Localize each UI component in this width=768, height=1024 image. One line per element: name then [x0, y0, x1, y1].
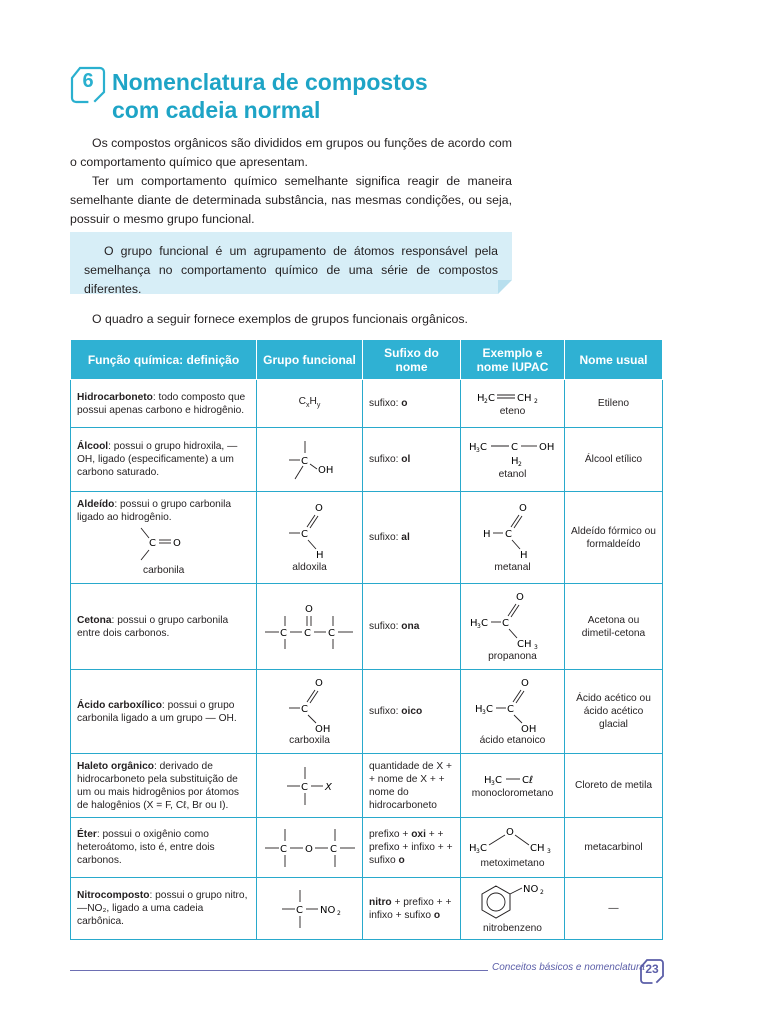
- example-cell: [461, 670, 565, 754]
- svg-text:H: H: [482, 529, 491, 540]
- group-formula: $C_xH_y$: [298, 395, 321, 410]
- svg-text:H: H: [469, 843, 477, 854]
- intro-paragraph-1: Os compostos orgânicos são divididos em grupos ou funções de acordo com o comportamento químico que apresentam.: [70, 136, 512, 169]
- header-cell: Sufixo do nome: [363, 340, 461, 380]
- suffix-cell: sufixo: al: [363, 492, 461, 584]
- svg-text:O: O: [518, 503, 527, 514]
- suffix-cell: sufixo: oico: [363, 670, 461, 754]
- definition-callout: [70, 232, 512, 294]
- svg-text:C: C: [480, 442, 487, 453]
- svg-text:C: C: [480, 843, 487, 854]
- table-row: [71, 670, 663, 754]
- ether-group-structure: [263, 825, 357, 871]
- svg-text:3: 3: [476, 447, 480, 454]
- example-name: metanal: [494, 562, 531, 573]
- svg-text:CH: CH: [516, 639, 532, 650]
- table-row: [71, 584, 663, 670]
- example-name: propanona: [488, 651, 537, 662]
- svg-text:X: X: [324, 781, 332, 793]
- svg-text:C: C: [295, 904, 303, 916]
- aldoxyl-group-structure: [275, 501, 345, 561]
- usual-name-cell: Cloreto de metila: [565, 754, 663, 818]
- svg-text:C: C: [494, 775, 502, 786]
- svg-text:OH: OH: [539, 442, 555, 453]
- usual-name-cell: metacarbinol: [565, 818, 663, 878]
- methanal-structure: [473, 501, 553, 561]
- group-caption: carboxila: [289, 735, 330, 746]
- usual-name-cell: Álcool etílico: [565, 428, 663, 492]
- svg-text:NO: NO: [522, 884, 538, 895]
- example-cell: [461, 584, 565, 670]
- example-cell: [461, 754, 565, 818]
- svg-text:O: O: [173, 538, 181, 549]
- page-title: Nomenclatura de compostos com cadeia normal: [112, 69, 428, 123]
- suffix-cell: sufixo: ona: [363, 584, 461, 670]
- svg-text:C: C: [280, 627, 287, 639]
- svg-text:3: 3: [533, 644, 538, 650]
- svg-text:H: H: [474, 704, 483, 715]
- table-row: [71, 380, 663, 428]
- propanone-structure: [468, 590, 558, 650]
- svg-text:H: H: [469, 442, 477, 453]
- definition-cell: Ácido carboxílico: possui o grupo carbonila ligado a um grupo — OH.: [71, 670, 257, 754]
- callout-text: O grupo funcional é um agrupamento de átomos responsável pela semelhança no comportamento químico de uma série de compostos diferentes.: [84, 244, 498, 296]
- halide-group-structure: [275, 763, 345, 809]
- table-row: [71, 492, 663, 584]
- svg-text:O: O: [520, 678, 529, 689]
- suffix-cell: sufixo: o: [363, 380, 461, 428]
- svg-text:3: 3: [481, 709, 486, 716]
- usual-name-cell: Etileno: [565, 380, 663, 428]
- svg-text:O: O: [314, 503, 323, 514]
- example-name: monoclorometano: [471, 788, 554, 799]
- svg-text:H: H: [519, 550, 528, 561]
- suffix-cell: nitro + prefixo + + infixo + sufixo o: [363, 878, 461, 940]
- table-header-row: [71, 340, 663, 380]
- svg-text:O: O: [305, 843, 313, 855]
- definition-cell: Hidrocarboneto: todo composto que possui apenas carbono e hidrogênio.: [71, 380, 257, 428]
- svg-text:CH: CH: [516, 393, 532, 404]
- svg-text:H: H: [511, 456, 519, 467]
- svg-text:Cℓ: Cℓ: [521, 775, 533, 786]
- svg-text:H: H: [315, 550, 324, 561]
- group-cell: [257, 754, 363, 818]
- ketone-group-structure: [263, 602, 357, 652]
- definition-cell: Cetona: possui o grupo carbonila entre dois carbonos.: [71, 584, 257, 670]
- example-cell: [461, 818, 565, 878]
- definition-cell: Álcool: possui o grupo hidroxila, —OH, ligado (especificamente) a um carbono saturado.: [71, 428, 257, 492]
- svg-text:C: C: [480, 618, 488, 629]
- svg-text:2: 2: [518, 461, 522, 468]
- group-caption: aldoxila: [292, 562, 327, 573]
- table-row: [71, 818, 663, 878]
- definition-cell: Éter: possui o oxigênio como heteroátomo, isto é, entre dois carbonos.: [71, 818, 257, 878]
- header-cell: Exemplo e nome IUPAC: [461, 340, 565, 380]
- callout-fold: [498, 280, 512, 294]
- example-cell: [461, 428, 565, 492]
- nitro-group-structure: [270, 886, 350, 932]
- svg-text:C: C: [485, 704, 493, 715]
- usual-name-cell: —: [565, 878, 663, 940]
- suffix-cell: sufixo: ol: [363, 428, 461, 492]
- table-row: [71, 754, 663, 818]
- svg-text:C: C: [511, 442, 518, 453]
- example-cell: [461, 380, 565, 428]
- svg-text:C: C: [300, 704, 308, 715]
- group-cell: [257, 584, 363, 670]
- chloromethane-structure: [478, 771, 548, 787]
- svg-text:C: C: [487, 393, 495, 404]
- example-name: eteno: [499, 406, 526, 417]
- functional-groups-table: [70, 339, 663, 940]
- carbonyl-structure: [127, 524, 197, 564]
- example-cell: [461, 878, 565, 940]
- usual-name-cell: Aldeído fórmico ou formaldeído: [565, 492, 663, 584]
- svg-text:C: C: [300, 529, 308, 540]
- svg-text:C: C: [506, 704, 514, 715]
- svg-text:3: 3: [476, 848, 480, 855]
- page-number: 23: [645, 962, 659, 976]
- nitrobenzene-structure: [468, 882, 558, 922]
- definition-cell: Haleto orgânico: derivado de hidrocarboneto pela substituição de um ou mais hidrogênios por átomos de halogênios (X = F, Cℓ, Br ou I).: [71, 754, 257, 818]
- svg-text:CH: CH: [530, 843, 545, 854]
- svg-text:C: C: [149, 538, 156, 549]
- svg-text:C: C: [328, 627, 335, 639]
- table-row: [71, 428, 663, 492]
- svg-text:3: 3: [476, 623, 481, 630]
- definition-cell: Aldeído: possui o grupo carbonila ligado ao hidrogênio. C O carbonila: [71, 492, 257, 584]
- svg-text:2: 2: [336, 909, 341, 917]
- svg-text:3: 3: [490, 780, 495, 787]
- definition-cell: Nitrocomposto: possui o grupo nitro, —NO₂, ligado a uma cadeia carbônica.: [71, 878, 257, 940]
- header-cell: Nome usual: [565, 340, 663, 380]
- group-cell: [257, 878, 363, 940]
- svg-text:O: O: [506, 827, 514, 838]
- svg-text:C: C: [300, 455, 308, 467]
- example-name: etanol: [498, 469, 527, 480]
- methoxymethane-structure: [467, 825, 559, 857]
- svg-text:C: C: [501, 618, 509, 629]
- svg-text:H: H: [483, 775, 492, 786]
- svg-text:2: 2: [533, 398, 538, 405]
- ethanol-structure: [467, 438, 563, 468]
- svg-text:O: O: [515, 592, 524, 603]
- svg-text:OH: OH: [314, 724, 330, 734]
- table-row: [71, 878, 663, 940]
- usual-name-cell: Ácido acético ou ácido acético glacial: [565, 670, 663, 754]
- group-cell: [257, 428, 363, 492]
- group-cell: [257, 670, 363, 754]
- group-cell: [257, 818, 363, 878]
- svg-text:2: 2: [483, 398, 488, 405]
- svg-text:OH: OH: [520, 724, 536, 734]
- svg-text:O: O: [314, 678, 323, 689]
- ethanoic-acid-structure: [473, 676, 553, 734]
- header-cell: Função química: definição: [71, 340, 257, 380]
- svg-text:H: H: [476, 393, 485, 404]
- svg-text:OH: OH: [317, 464, 333, 476]
- svg-text:2: 2: [539, 889, 544, 896]
- table-intro: O quadro a seguir fornece exemplos de grupos funcionais orgânicos.: [92, 312, 468, 326]
- ethene-structure: [473, 389, 553, 405]
- svg-text:C: C: [504, 529, 512, 540]
- suffix-cell: prefixo + oxi + + prefixo + infixo + + sufixo o: [363, 818, 461, 878]
- hydroxyl-group-structure: [275, 437, 345, 483]
- svg-text:C: C: [280, 843, 287, 855]
- svg-text:O: O: [305, 603, 313, 615]
- svg-text:3: 3: [547, 848, 551, 855]
- svg-text:C: C: [330, 843, 337, 855]
- suffix-cell: quantidade de X + + nome de X + + nome do hidrocarboneto: [363, 754, 461, 818]
- intro-text: [70, 134, 512, 229]
- svg-text:C: C: [304, 627, 311, 639]
- example-name: ácido etanoico: [479, 735, 546, 746]
- svg-text:C: C: [300, 781, 308, 793]
- group-cell: [257, 380, 363, 428]
- usual-name-cell: Acetona ou dimetil-cetona: [565, 584, 663, 670]
- example-name: nitrobenzeno: [483, 923, 542, 934]
- carboxyl-group-structure: [275, 676, 345, 734]
- section-number: 6: [82, 70, 94, 92]
- carbonyl-caption: carbonila: [143, 565, 185, 576]
- intro-paragraph-2: Ter um comportamento químico semelhante significa reagir de maneira semelhante diante de determinada substância, nas mesmas condições, ou seja, possuir o mesmo grupo funcional.: [70, 174, 512, 226]
- svg-text:NO: NO: [319, 904, 335, 916]
- header-cell: Grupo funcional: [257, 340, 363, 380]
- group-cell: [257, 492, 363, 584]
- example-cell: [461, 492, 565, 584]
- footer-chapter-title: Conceitos básicos e nomenclatura: [488, 962, 649, 973]
- example-name: metoximetano: [480, 858, 545, 869]
- svg-text:H: H: [469, 618, 478, 629]
